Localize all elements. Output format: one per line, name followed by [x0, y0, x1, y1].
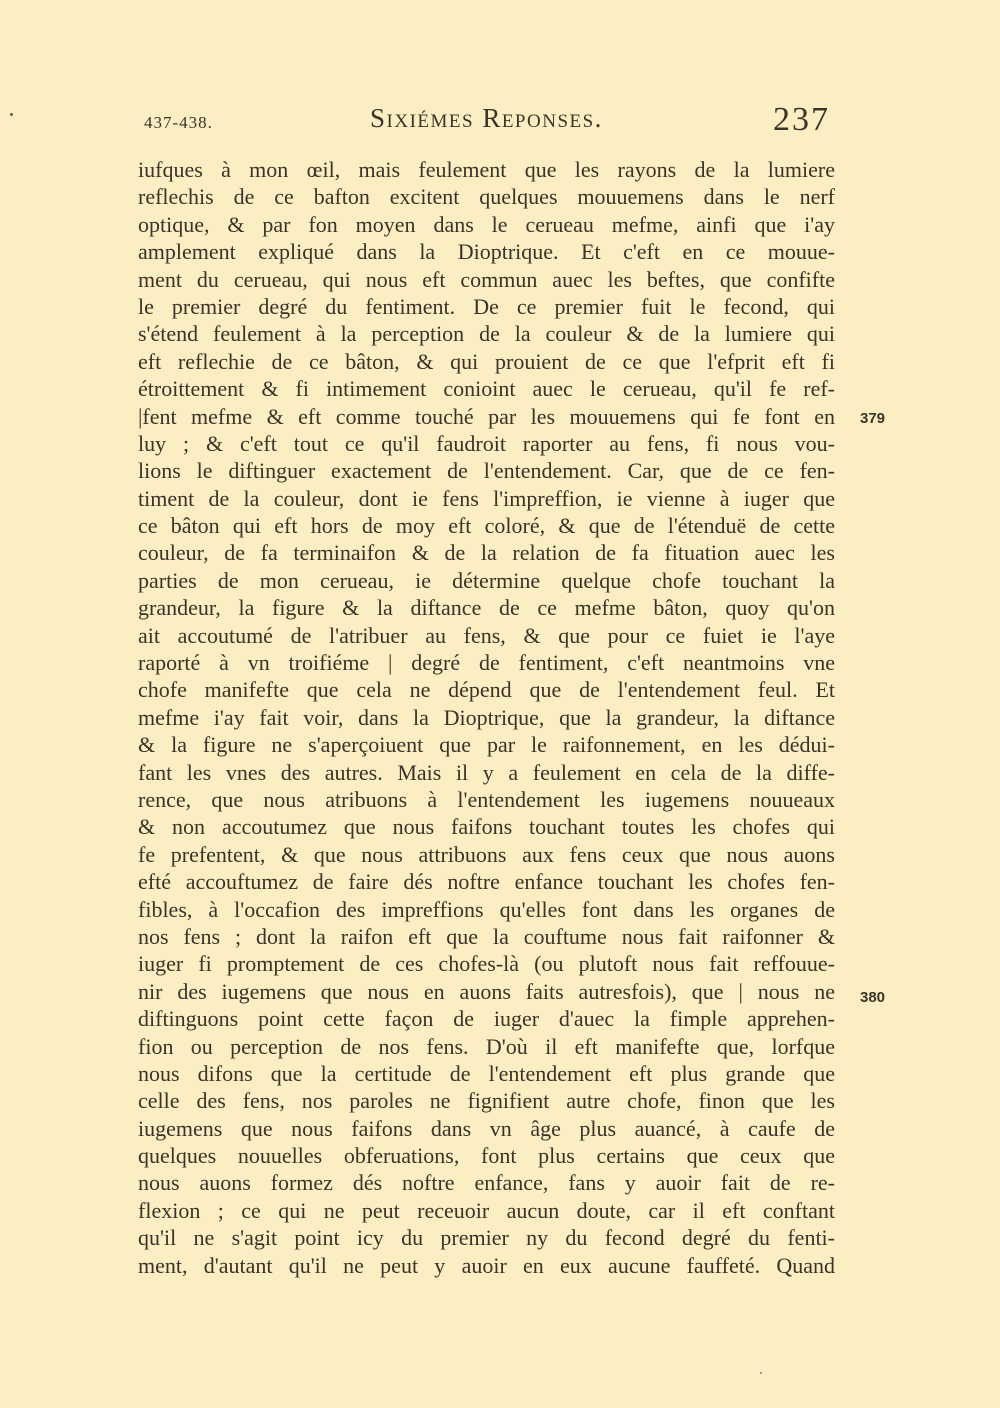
text-line: iugemens que nous faifons dans vn âge plus auancé, à caufe de	[138, 1115, 835, 1141]
text-line: lions le diftinguer exactement de l'entendement. Car, que de ce fen-	[138, 458, 835, 484]
text-line: iufques à mon œil, mais feulement que les rayons de la lumiere	[138, 157, 835, 182]
text-line: parties de mon cerueau, ie détermine quelque chofe touchant la	[138, 567, 835, 593]
text-line: celle des fens, nos paroles ne fignifient autre chofe, finon que les	[138, 1088, 835, 1114]
text-line: ce bâton qui eft hors de moy eft coloré, & que de l'étenduë de cette	[138, 513, 835, 539]
text-line: nir des iugemens que nous en auons faits autresfois), que | nous ne	[138, 978, 835, 1004]
text-line: reflechis de ce bafton excitent quelques mouuemens dans le nerf	[138, 184, 835, 210]
text-line: chofe manifefte que cela ne dépend que de l'entendement feul. Et	[138, 677, 835, 703]
text-line: nous difons que la certitude de l'entendement eft plus grande que	[138, 1060, 835, 1086]
body-text	[138, 156, 835, 1279]
text-line: fion ou perception de nos fens. D'où il eft manifefte que, lorfque	[138, 1033, 835, 1059]
text-line: le premier degré du fentiment. De ce premier fuit le fecond, qui	[138, 293, 835, 319]
text-line: & non accoutumez que nous faifons touchant toutes les chofes qui	[138, 814, 835, 840]
header-title: Sixiémes Reponses.	[370, 103, 603, 133]
running-header	[140, 103, 840, 143]
text-line: & la figure ne s'aperçoiuent que par le raifonnement, en les dédui-	[138, 732, 835, 758]
text-line: optique, & par fon moyen dans le cerueau mefme, ainfi que i'ay	[138, 211, 835, 237]
text-line: nous auons formez dés noftre enfance, fans y auoir fait de re-	[138, 1170, 835, 1196]
text-line: étroittement & fi intimement conioint auec le cerueau, qu'il fe ref-	[138, 376, 835, 402]
text-line: ment du cerueau, qui nous eft commun auec les beftes, que confifte	[138, 266, 835, 292]
text-line: iuger fi promptement de ces chofes-là (ou plutoft nous fait reffouue-	[138, 951, 835, 977]
text-line: ait accoutumé de l'atribuer au fens, & que pour ce fuiet ie l'aye	[138, 622, 835, 648]
page-number: 237	[773, 101, 830, 138]
text-line: nos fens ; dont la raifon eft que la couftume nous fait raifonner &	[138, 923, 835, 949]
text-line: eft reflechie de ce bâton, & qui prouient de ce que l'efprit eft fi	[138, 348, 835, 374]
text-line: flexion ; ce qui ne peut receuoir aucun doute, car il eft conftant	[138, 1197, 835, 1223]
text-line: efté accouftumez de faire dés noftre enfance touchant les chofes fen-	[138, 869, 835, 895]
text-line: grandeur, la figure & la diftance de ce mefme bâton, quoy qu'on	[138, 595, 835, 621]
text-line: fibles, à l'occafion des impreffions qu'elles font dans les organes de	[138, 896, 835, 922]
text-line: quelques nouuelles obferuations, font plus certains que ceux que	[138, 1143, 835, 1169]
speck-mark	[10, 113, 13, 116]
text-line: couleur, de fa terminaifon & de la relation de fa fituation auec les	[138, 540, 835, 566]
header-reference: 437-438.	[144, 113, 213, 132]
text-line: fe prefentent, & que nous attribuons aux fens ceux que nous auons	[138, 841, 835, 867]
text-line: amplement expliqué dans la Dioptrique. Et c'eft en ce mouue-	[138, 239, 835, 265]
text-line: raporté à vn troifiéme | degré de fentiment, c'eft neantmoins vne	[138, 650, 835, 676]
text-line: diftinguons point cette façon de iuger d'auec la fimple apprehen-	[138, 1006, 835, 1032]
text-line: |fent mefme & eft comme touché par les mouuemens qui fe font en	[138, 403, 835, 429]
text-line: s'étend feulement à la perception de la couleur & de la lumiere qui	[138, 321, 835, 347]
text-line: luy ; & c'eft tout ce qu'il faudroit raporter au fens, fi nous vou-	[138, 430, 835, 456]
margin-number: 379	[860, 410, 886, 427]
text-line: fant les vnes des autres. Mais il y a feulement en cela de la diffe-	[138, 759, 835, 785]
text-line: rence, que nous atribuons à l'entendement les iugemens nouueaux	[138, 786, 835, 812]
speck-mark	[760, 1372, 762, 1374]
text-line: mefme i'ay fait voir, dans la Dioptrique, que la grandeur, la diftance	[138, 704, 835, 730]
text-line: qu'il ne s'agit point icy du premier ny du fecond degré du fenti-	[138, 1225, 835, 1251]
text-line: ment, d'autant qu'il ne peut y auoir en eux aucune fauffeté. Quand	[138, 1252, 835, 1278]
margin-number: 380	[860, 989, 886, 1006]
text-line: timent de la couleur, dont ie fens l'impreffion, ie vienne à iuger que	[138, 485, 835, 511]
